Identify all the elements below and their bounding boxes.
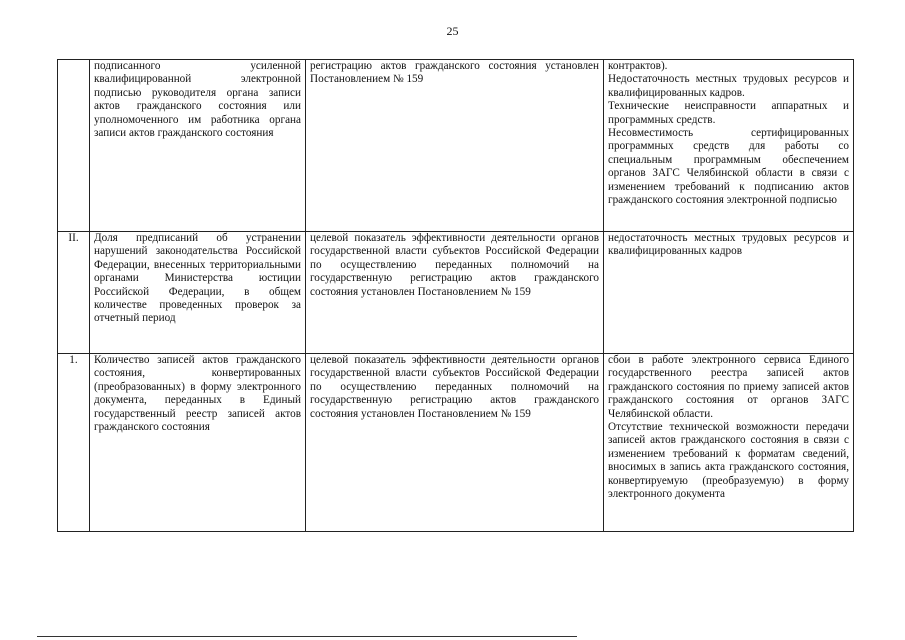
reasons-cell <box>604 232 854 354</box>
indicator-cell: подписанного усиленной квалифицированной электронной подписью руководителя органа записи актов гражданского состояния или уполномоченного им работника органа записи актов гражданского состояния <box>90 60 306 232</box>
report-table <box>57 59 854 532</box>
indicator-cell: Доля предписаний об устранении нарушений законодательства Российской Федерации, внесенных территориальными органами Министерства юстиции Российской Федерации, в общем количестве проведенных проверок за отчетный период <box>90 232 306 354</box>
basis-cell: регистрацию актов гражданского состояния установлен Постановлением № 159 <box>306 60 604 232</box>
reasons-cell <box>604 354 854 532</box>
table-row <box>58 232 854 354</box>
basis-cell: целевой показатель эффективности деятельности органов государственной власти субъектов Российской Федерации по осуществлению переданных полномочий на государственную регистрацию актов гражданского состояния установлен Постановлением № 159 <box>306 232 604 354</box>
row-number <box>58 60 90 232</box>
table-row <box>58 354 854 532</box>
indicator-cell: Количество записей актов гражданского состояния, конвертированных (преобразованных) в форму электронного документа, переданных в Единый государственный реестр записей актов гражданского состояния <box>90 354 306 532</box>
page-bottom-rule <box>37 636 577 637</box>
reasons-cell <box>604 60 854 232</box>
reason-paragraph: сбои в работе электронного сервиса Единого государственного реестра записей актов гражданского состояния по приему записей актов гражданского состояния от органов ЗАГС Челябинской области. <box>608 354 849 420</box>
basis-cell: целевой показатель эффективности деятельности органов государственной власти субъектов Российской Федерации по осуществлению переданных полномочий на государственную регистрацию актов гражданского состояния установлен Постановлением № 159 <box>306 354 604 532</box>
reason-paragraph: Отсутствие технической возможности передачи записей актов гражданского состояния в связи с изменением требований к форматам сведений, вносимых в запись акта гражданского состояния, конвертируемую (преобразуемую) в форму электронного документа <box>608 421 849 501</box>
reason-paragraph: Технические неисправности аппаратных и программных средств. <box>608 100 849 126</box>
row-number: II. <box>58 232 90 354</box>
reason-paragraph: контрактов). <box>608 60 668 72</box>
reason-paragraph: Недостаточность местных трудовых ресурсов и квалифицированных кадров. <box>608 73 849 99</box>
reason-paragraph: Несовместимость сертифицированных программных средств для работы со специальным программным обеспечением органов ЗАГС Челябинской области в связи с изменением требований к подписанию актов гражданского состояния электронной подписью <box>608 127 849 207</box>
table-row <box>58 60 854 232</box>
page-number: 25 <box>446 24 459 38</box>
reason-paragraph: недостаточность местных трудовых ресурсов и квалифицированных кадров <box>608 232 849 258</box>
row-number: 1. <box>58 354 90 532</box>
